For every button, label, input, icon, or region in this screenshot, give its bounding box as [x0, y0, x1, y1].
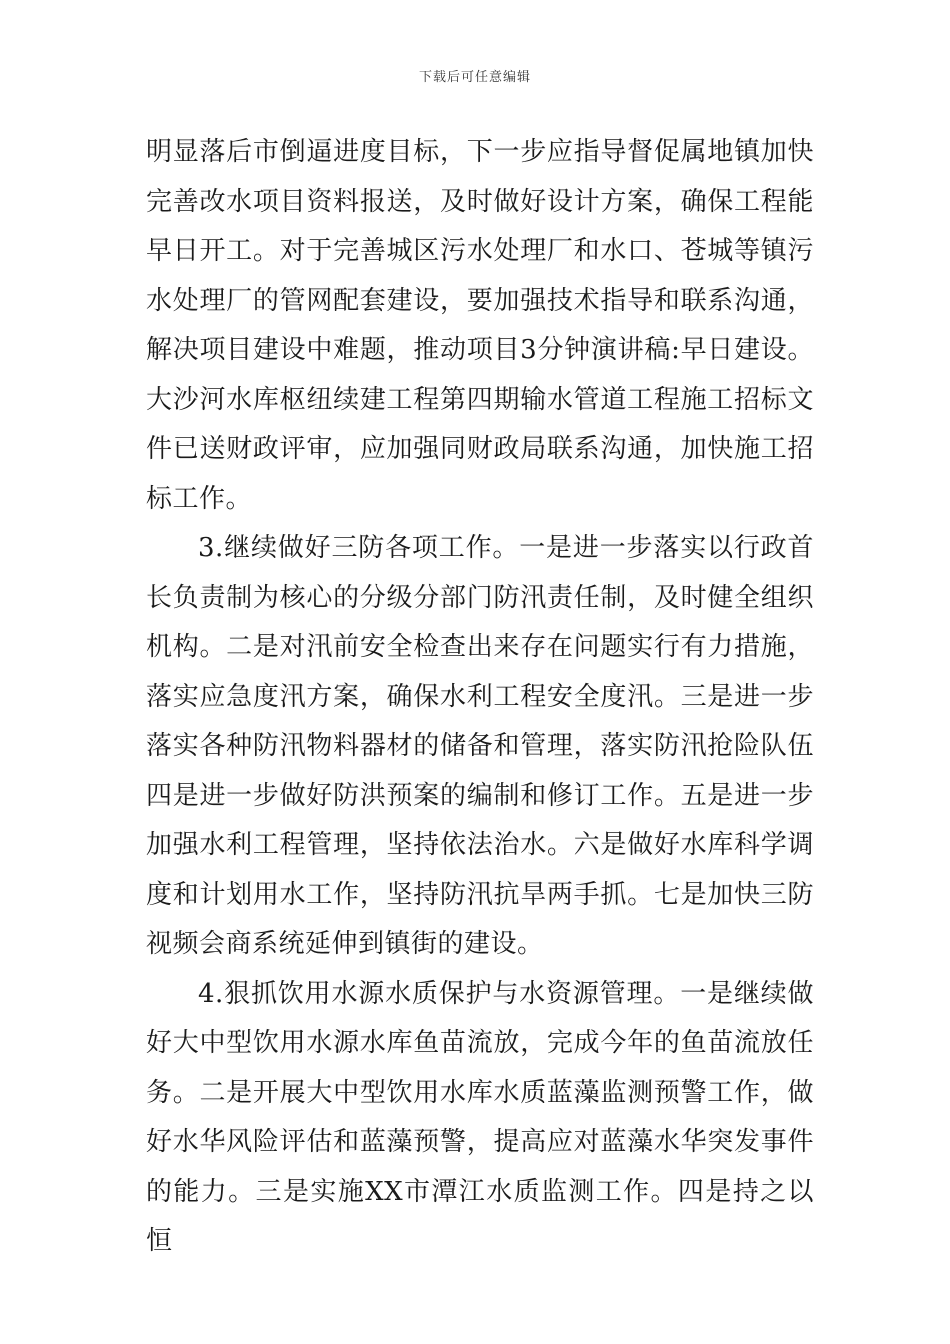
paragraph-1: 明显落后市倒逼进度目标，下一步应指导督促属地镇加快完善改水项目资料报送，及时做好设计方案，确保工程能早日开工。对于完善城区污水处理厂和水口、苍城等镇污水处理厂的管网配套建设，要加强技术指导和联系沟通，解决项目建设中难题，推动项目3分钟演讲稿:早日建设。大沙河水库枢纽续建工程第四期输水管道工程施工招标文件已送财政评审，应加强同财政局联系沟通，加快施工招标工作。 [146, 137, 814, 514]
paragraph-3: 4.狠抓饮用水源水质保护与水资源管理。一是继续做好大中型饮用水源水库鱼苗流放，完成今年的鱼苗流放任务。二是开展大中型饮用水库水质蓝藻监测预警工作，做好水华风险评估和蓝藻预警，提高应对蓝藻水华突发事件的能力。三是实施XX市潭江水质监测工作。四是持之以恒 [146, 978, 814, 1256]
page-header: 下载后可任意编辑 [418, 70, 531, 85]
paragraph-2: 3.继续做好三防各项工作。一是进一步落实以行政首长负责制为核心的分级分部门防汛责任制，及时健全组织机构。二是对汛前安全检查出来存在问题实行有力措施，落实应急度汛方案，确保水利工程安全度汛。三是进一步落实各种防汛物料器材的储备和管理，落实防汛抢险队伍四是进一步做好防洪预案的编制和修订工作。五是进一步加强水利工程管理，坚持依法治水。六是做好水库科学调度和计划用水工作，坚持防汛抗旱两手抓。七是加快三防视频会商系统延伸到镇街的建设。 [146, 533, 814, 959]
document-body [146, 128, 814, 1267]
